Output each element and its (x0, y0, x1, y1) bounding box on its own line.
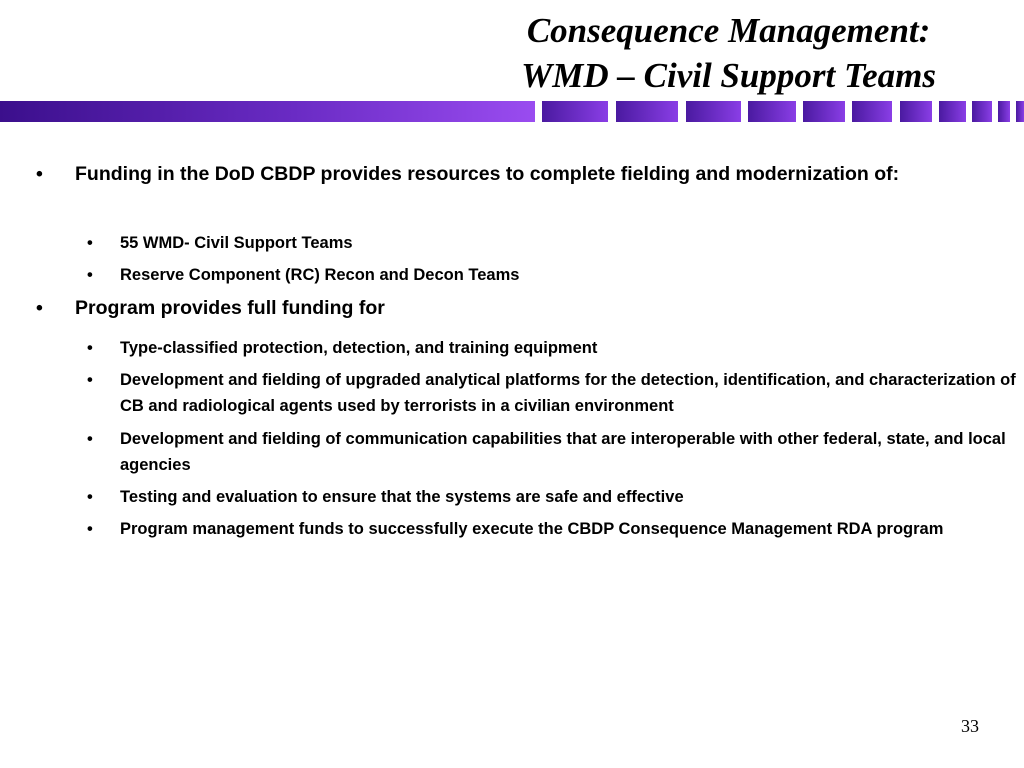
bullet-dot: • (36, 163, 43, 185)
bullet-dot: • (87, 520, 93, 538)
page-number: 33 (961, 716, 979, 736)
divider-segment (852, 101, 892, 122)
divider-segment (542, 101, 608, 122)
divider-segment (686, 101, 741, 122)
bullet-dot: • (36, 297, 43, 319)
divider-main-segment (0, 101, 535, 122)
bullet-dot: • (87, 371, 93, 389)
sub-bullet-text: Development and fielding of communication capabilities that are interoperable with other federal, state, and local agencies (120, 430, 1006, 474)
sub-bullet-text: Development and fielding of upgraded analytical platforms for the detection, identification, and characterization of CB and radiological agents used by terrorists in a civilian environment (120, 371, 1016, 415)
sub-bullet-text: Testing and evaluation to ensure that the systems are safe and effective (120, 488, 684, 506)
bullet-dot: • (87, 339, 93, 357)
slide-title-line-1: Consequence Management: (526, 11, 931, 50)
sub-bullet-text: 55 WMD- Civil Support Teams (120, 234, 353, 252)
divider-segment (748, 101, 796, 122)
bullet-dot: • (87, 266, 93, 284)
title-divider-bar (0, 101, 1024, 122)
bullet-text: Funding in the DoD CBDP provides resources to complete fielding and modernization of: (75, 163, 900, 185)
slide-title (521, 8, 936, 98)
divider-segment (939, 101, 966, 122)
divider-segment (998, 101, 1010, 122)
divider-segment (972, 101, 992, 122)
slide-title-line-2: WMD – Civil Support Teams (521, 56, 936, 95)
bullet-dot: • (87, 430, 93, 448)
divider-segment (803, 101, 845, 122)
sub-bullet-text: Program management funds to successfully execute the CBDP Consequence Management RDA program (120, 520, 944, 538)
bullet-text: Program provides full funding for (75, 297, 385, 319)
sub-bullet-text: Type-classified protection, detection, and training equipment (120, 339, 598, 357)
sub-bullet-text: Reserve Component (RC) Recon and Decon Teams (120, 266, 520, 284)
bullet-dot: • (87, 234, 93, 252)
divider-segment (900, 101, 932, 122)
bullet-dot: • (87, 488, 93, 506)
divider-segment (616, 101, 678, 122)
divider-segment (1016, 101, 1024, 122)
